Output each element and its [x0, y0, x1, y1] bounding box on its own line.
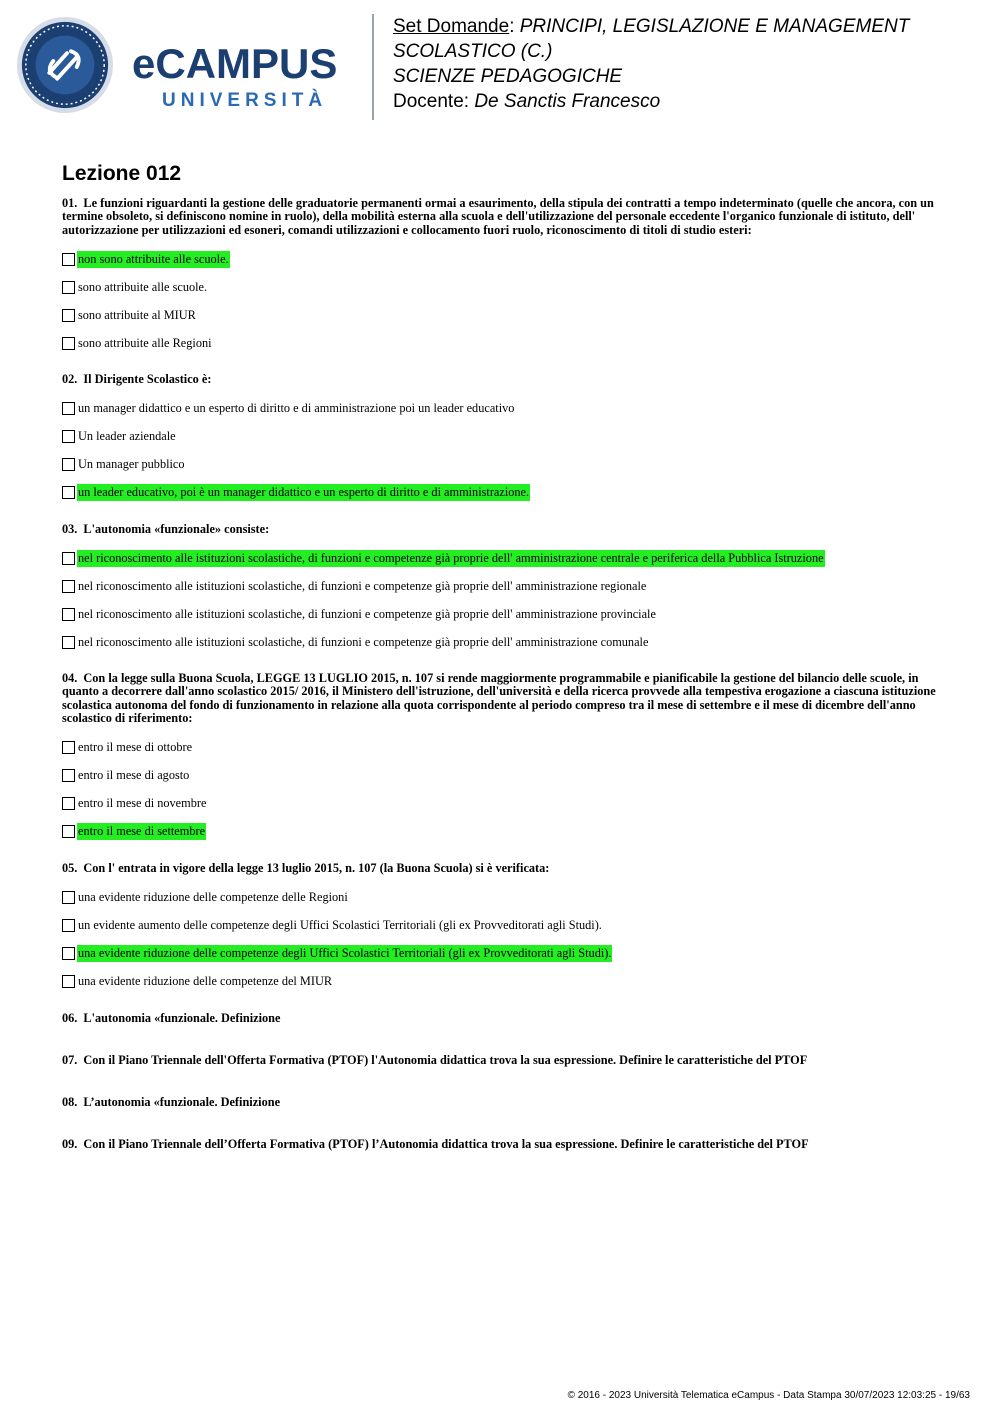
answer-label: un evidente aumento delle competenze degli Uffici Scolastici Territoriali (gli ex Provveditorati agli Studi). — [78, 917, 602, 932]
open-question — [62, 1095, 940, 1110]
answer-label: entro il mese di agosto — [78, 768, 190, 783]
teacher-line — [393, 89, 983, 114]
question-number: 07. — [62, 1053, 78, 1068]
answer-checkbox[interactable] — [62, 281, 75, 294]
answer-option[interactable] — [62, 423, 940, 451]
question-number: 01. — [62, 196, 78, 210]
answer-option[interactable] — [62, 479, 940, 507]
answer-option[interactable] — [62, 883, 940, 911]
question-spacer — [62, 357, 940, 373]
answer-option[interactable] — [62, 600, 940, 628]
answer-option[interactable] — [62, 628, 940, 656]
answer-checkbox[interactable] — [62, 430, 75, 443]
answer-label: Un manager pubblico — [78, 457, 185, 472]
page-header — [0, 0, 1000, 130]
set-label: Set Domande — [393, 16, 510, 37]
answer-label: entro il mese di novembre — [78, 796, 207, 811]
set-title: PRINCIPI, LEGISLAZIONE E MANAGEMENT — [519, 16, 910, 37]
answer-option[interactable] — [62, 734, 940, 762]
answer-label: nel riconoscimento alle istituzioni scolastiche, di funzioni e competenze già proprie dell' amministrazione provinciale — [78, 606, 656, 621]
answer-option[interactable] — [62, 451, 940, 479]
question-spacer — [62, 507, 940, 523]
question-prompt: Il Dirigente Scolastico è: — [83, 372, 212, 387]
teacher-name: De Sanctis Francesco — [474, 91, 661, 112]
university-seal-logo — [16, 16, 114, 114]
question-number: 04. — [62, 671, 78, 686]
answer-checkbox[interactable] — [62, 919, 75, 932]
set-title-line-2: SCOLASTICO (C.) — [393, 41, 553, 62]
question-block — [62, 197, 940, 373]
logo-wordmark-text: eCAMPUS — [132, 40, 338, 87]
faculty-name: SCIENZE PEDAGOGICHE — [393, 66, 623, 87]
question-number: 02. — [62, 372, 78, 387]
header-divider — [372, 14, 374, 120]
question-text — [62, 373, 940, 386]
answer-option[interactable] — [62, 395, 940, 423]
answer-checkbox[interactable] — [62, 337, 75, 350]
lesson-title: Lezione 012 — [62, 162, 182, 185]
answer-checkbox[interactable] — [62, 797, 75, 810]
answer-label-correct: non sono attribuite alle scuole. — [78, 251, 229, 266]
answer-option[interactable] — [62, 967, 940, 995]
answer-option[interactable] — [62, 911, 940, 939]
answer-label-correct: una evidente riduzione delle competenze degli Uffici Scolastici Territoriali (gli ex Provveditorati agli Studi). — [78, 945, 612, 960]
question-spacer — [62, 656, 940, 672]
open-question — [62, 1053, 940, 1068]
answer-label: sono attribuite alle scuole. — [78, 279, 208, 294]
question-prompt: Con il Piano Triennale dell'Offerta Formativa (PTOF) l'Autonomia didattica trova la sua espressione. Definire le caratteristiche del PTOF — [83, 1053, 808, 1068]
question-text — [62, 862, 940, 875]
answer-checkbox[interactable] — [62, 975, 75, 988]
question-block — [62, 373, 940, 522]
answer-option[interactable] — [62, 790, 940, 818]
answer-checkbox[interactable] — [62, 458, 75, 471]
answer-option[interactable] — [62, 329, 940, 357]
answer-checkbox[interactable] — [62, 741, 75, 754]
answer-option[interactable] — [62, 544, 940, 572]
logo-subtitle-text: UNIVERSITÀ — [162, 90, 328, 110]
open-question — [62, 1011, 940, 1026]
question-prompt: L’autonomia «funzionale. Definizione — [83, 1095, 281, 1110]
answer-checkbox[interactable] — [62, 608, 75, 621]
question-spacer — [62, 846, 940, 862]
answer-label: sono attribuite al MIUR — [78, 307, 196, 322]
answer-label: una evidente riduzione delle competenze delle Regioni — [78, 889, 348, 904]
teacher-label: Docente: — [393, 91, 470, 112]
answer-option[interactable] — [62, 762, 940, 790]
answer-checkbox[interactable] — [62, 580, 75, 593]
answer-label: entro il mese di ottobre — [78, 740, 193, 755]
question-number: 03. — [62, 521, 78, 536]
answer-label: una evidente riduzione delle competenze del MIUR — [78, 973, 333, 988]
question-prompt: Con il Piano Triennale dell’Offerta Formativa (PTOF) l’Autonomia didattica trova la sua espressione. Definire le caratteristiche del PTOF — [83, 1137, 809, 1152]
question-text — [62, 197, 940, 237]
answer-label-correct: nel riconoscimento alle istituzioni scolastiche, di funzioni e competenze già proprie dell' amministrazione centrale e periferica della Pubblica Istruzione — [78, 550, 824, 565]
answer-label-correct: entro il mese di settembre — [78, 824, 206, 839]
question-number: 06. — [62, 1011, 78, 1026]
question-prompt: L'autonomia «funzionale» consiste: — [83, 521, 270, 536]
question-prompt: Con la legge sulla Buona Scuola, LEGGE 13 LUGLIO 2015, n. 107 si rende maggiormente programmabile e pianificabile la gestione del bilancio delle scuole, in quanto a decorrere dall'anno scolastico 2015/ 2016, il Ministero dell'istruzione, dell'università e della ricerca provvede alla tempestiva erogazione a ciascuna istituzione scolastica autonoma del fondo di funzionamento in relazione alla quota corrispondente al periodo compreso tra il mese di settembre e il mese di dicembre dell'anno scolastico di riferimento: — [62, 671, 936, 726]
question-number: 09. — [62, 1137, 78, 1152]
question-block — [62, 862, 940, 1011]
answer-option[interactable] — [62, 818, 940, 846]
answer-option[interactable] — [62, 273, 940, 301]
question-spacer — [62, 995, 940, 1011]
ecampus-wordmark-logo — [132, 40, 357, 110]
answer-checkbox[interactable] — [62, 636, 75, 649]
open-question — [62, 1137, 940, 1152]
question-number: 05. — [62, 860, 78, 875]
answer-checkbox[interactable] — [62, 486, 75, 499]
answer-label: sono attribuite alle Regioni — [78, 335, 212, 350]
answer-checkbox[interactable] — [62, 947, 75, 960]
questions-list — [62, 197, 940, 1179]
question-text — [62, 672, 940, 726]
question-number: 08. — [62, 1095, 78, 1110]
answer-label: nel riconoscimento alle istituzioni scolastiche, di funzioni e competenze già proprie dell' amministrazione regionale — [78, 578, 647, 593]
answer-checkbox[interactable] — [62, 309, 75, 322]
answer-checkbox[interactable] — [62, 825, 75, 838]
answer-label-correct: un leader educativo, poi è un manager didattico e un esperto di diritto e di amministrazione. — [78, 485, 530, 500]
answer-checkbox[interactable] — [62, 552, 75, 565]
question-block — [62, 672, 940, 862]
answer-label: Un leader aziendale — [78, 429, 176, 444]
page-footer: © 2016 - 2023 Università Telematica eCampus - Data Stampa 30/07/2023 12:03:25 - 19/63 — [567, 1390, 970, 1401]
answer-label: nel riconoscimento alle istituzioni scolastiche, di funzioni e competenze già proprie dell' amministrazione comunale — [78, 634, 649, 649]
answer-label: un manager didattico e un esperto di diritto e di amministrazione poi un leader educativo — [78, 401, 515, 416]
question-prompt: L'autonomia «funzionale. Definizione — [83, 1011, 281, 1026]
answer-checkbox[interactable] — [62, 769, 75, 782]
answer-option[interactable] — [62, 245, 940, 273]
question-block — [62, 523, 940, 672]
answer-option[interactable] — [62, 939, 940, 967]
answer-checkbox[interactable] — [62, 402, 75, 415]
question-prompt: Le funzioni riguardanti la gestione delle graduatorie permanenti ormai a esaurimento, della stipula dei contratti a tempo indeterminato (quelle che ancora, con un termine obsoleto, si definiscono nomine in ruolo), della mobilità esterna alla scuola e dell'utilizzazione del personale eccedente l'organico funzionale di istituto, dell' autorizzazione per utilizzazioni ed esoneri, comandi utilizzazioni e collocamento fuori ruolo, riconoscimento di titoli di studio esteri: — [62, 196, 934, 237]
answer-checkbox[interactable] — [62, 891, 75, 904]
question-text — [62, 523, 940, 536]
question-prompt: Con l' entrata in vigore della legge 13 luglio 2015, n. 107 (la Buona Scuola) si è verificata: — [83, 860, 550, 875]
answer-checkbox[interactable] — [62, 253, 75, 266]
answer-option[interactable] — [62, 301, 940, 329]
course-info — [393, 14, 983, 114]
answer-option[interactable] — [62, 572, 940, 600]
set-title-line-1: Set Domande: PRINCIPI, LEGISLAZIONE E MANAGEMENT — [393, 16, 910, 37]
